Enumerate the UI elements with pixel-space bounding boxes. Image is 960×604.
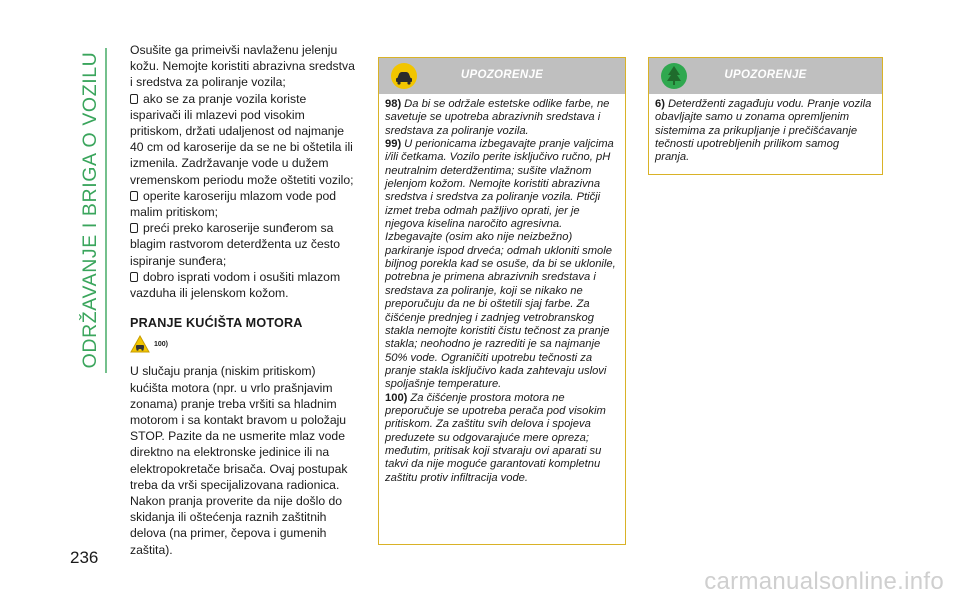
side-title-text: ODRŽAVANJE I BRIGA O VOZILU: [79, 51, 101, 369]
main-text-column: [130, 42, 355, 558]
page-number: 236: [70, 548, 99, 567]
warning-text: Deterdženti zagađuju vodu. Pranje vozila obavljajte samo u zonama opremljenim sistemima za prikupljanje i prečišćavanje tečnosti upotrebljenih prilikom samog pranja.: [655, 98, 872, 164]
bullet-item: [130, 188, 355, 220]
bullet-item: [130, 91, 355, 188]
bullet-text: operite karoseriju mlazom vode pod malim pritiskom;: [130, 188, 337, 220]
warning-text: Za čišćenje prostora motora ne preporučuje se upotreba perača pod visokim pritiskom. Za zaštitu svih delova i spojeva preduzete su odgovarajuće mere opreza; međutim, pritisak koji stvaraju ovi aparati su takvi da nije moguće garantovati kompletnu zaštitu protiv infiltracija vode.: [385, 391, 606, 484]
warning-reference: [130, 335, 355, 357]
warning-number: 98): [385, 98, 402, 110]
intro-paragraph: Osušite ga primeivši navlaženu jelenju kožu. Nemojte koristiti abrazivna sredstva i sredstva za poliranje vozila;: [130, 43, 355, 90]
panel-header-title: UPOZORENJE: [460, 69, 544, 81]
warning-item: [385, 138, 619, 392]
panel-header-title: UPOZORENJE: [724, 69, 807, 81]
warning-number: 99): [385, 138, 402, 151]
watermark: carmanualsonline.info: [704, 568, 944, 595]
panel-header: [379, 58, 625, 94]
body-paragraph: U slučaju pranja (niskim pritiskom) kućišta motora (npr. u vrlo prašnjavim zonama) pranje treba vršiti sa hladnim motorom i sa kontakt bravom u položaju STOP. Pazite da ne usmerite mlaz vode direktno na elektronske jedinice ili na elektropokretače brisača. Ovaj postupak treba da vrši specijalizovana radionica. Nakon pranja proverite da nije došlo do skidanja ili oštećenja raznih zaštitnih delova (na primer, čepova i gumenih zaštita).: [130, 364, 348, 557]
warning-panel-2: [648, 57, 883, 175]
section-heading: PRANJE KUĆIŠTA MOTORA: [130, 316, 303, 331]
warning-triangle-icon: [130, 335, 150, 353]
warning-text: U perionicama izbegavajte pranje valjcima i/ili četkama. Vozilo perite isključivo ručno, pH neutralnim deterdžentima; sušite vlažnom jelenjom kožom. Nemojte koristiti abrazivna sredstva i sredstva za poliranje vozila. Ptičji izmet treba odmah pažljivo oprati, jer je njegova kiselina naročito agresivna. Izbegavajte (osim ako nije neizbežno) parkiranje ispod drveća; odmah ukloniti smole biljnog porekla kad se osuše, da bi se uklonile, potrebna je primena abrazivnih sredstava i sredstava za poliranje, koji se nikako ne preporučuju da ne bi oštetili sjaj farbe. Za čišćenje prednjeg i zadnjeg vetrobranskog stakla nemojte koristiti čistu tečnost za pranje stakla; neohodno je razrediti je sa najmanje 50% vode. Ograničiti upotrebu tečnosti za pranje stakla isključivo kada zahtevaju uslovi spoljašnje temperature.: [385, 138, 616, 391]
bullet-text: ako se za pranje vozila koriste isparivači ili mlazevi pod visokim pritiskom, držati udaljenost od najmanje 40 cm od karoserije da se ne bi oštetila ili izmenila. Zadržavanje vode u dužem vremenskom periodu može oštetiti vozilo;: [130, 91, 354, 187]
bullet-item: [130, 269, 355, 301]
bullet-text: preći preko karoserije sunđerom sa blagim rastvorom deterdženta uz često ispiranje sunđera;: [130, 221, 340, 268]
reference-number: 100): [154, 341, 169, 349]
warning-number: 100): [385, 391, 408, 404]
bullet-item: [130, 220, 355, 269]
bullet-text: dobro isprati vodom i osušiti mlazom vazduha ili jelenskom kožom.: [130, 269, 341, 301]
panel-header: [649, 58, 882, 94]
warning-item: [655, 98, 876, 165]
bullet-icon: [130, 94, 138, 104]
panel-body: [649, 94, 882, 171]
warning-panel-1: [378, 57, 626, 545]
warning-text: Da bi se održale estetske odlike farbe, ne savetuje se upotreba abrazivnih sredstava i sredstava za poliranje vozila.: [385, 98, 610, 137]
warning-number: 6): [655, 98, 665, 110]
bullet-icon: [130, 272, 138, 282]
warning-item: [385, 98, 619, 138]
chapter-side-title: [72, 48, 112, 373]
bullet-icon: [130, 191, 138, 201]
panel-body: [379, 94, 625, 491]
bullet-icon: [130, 223, 138, 233]
warning-item: [385, 392, 619, 485]
